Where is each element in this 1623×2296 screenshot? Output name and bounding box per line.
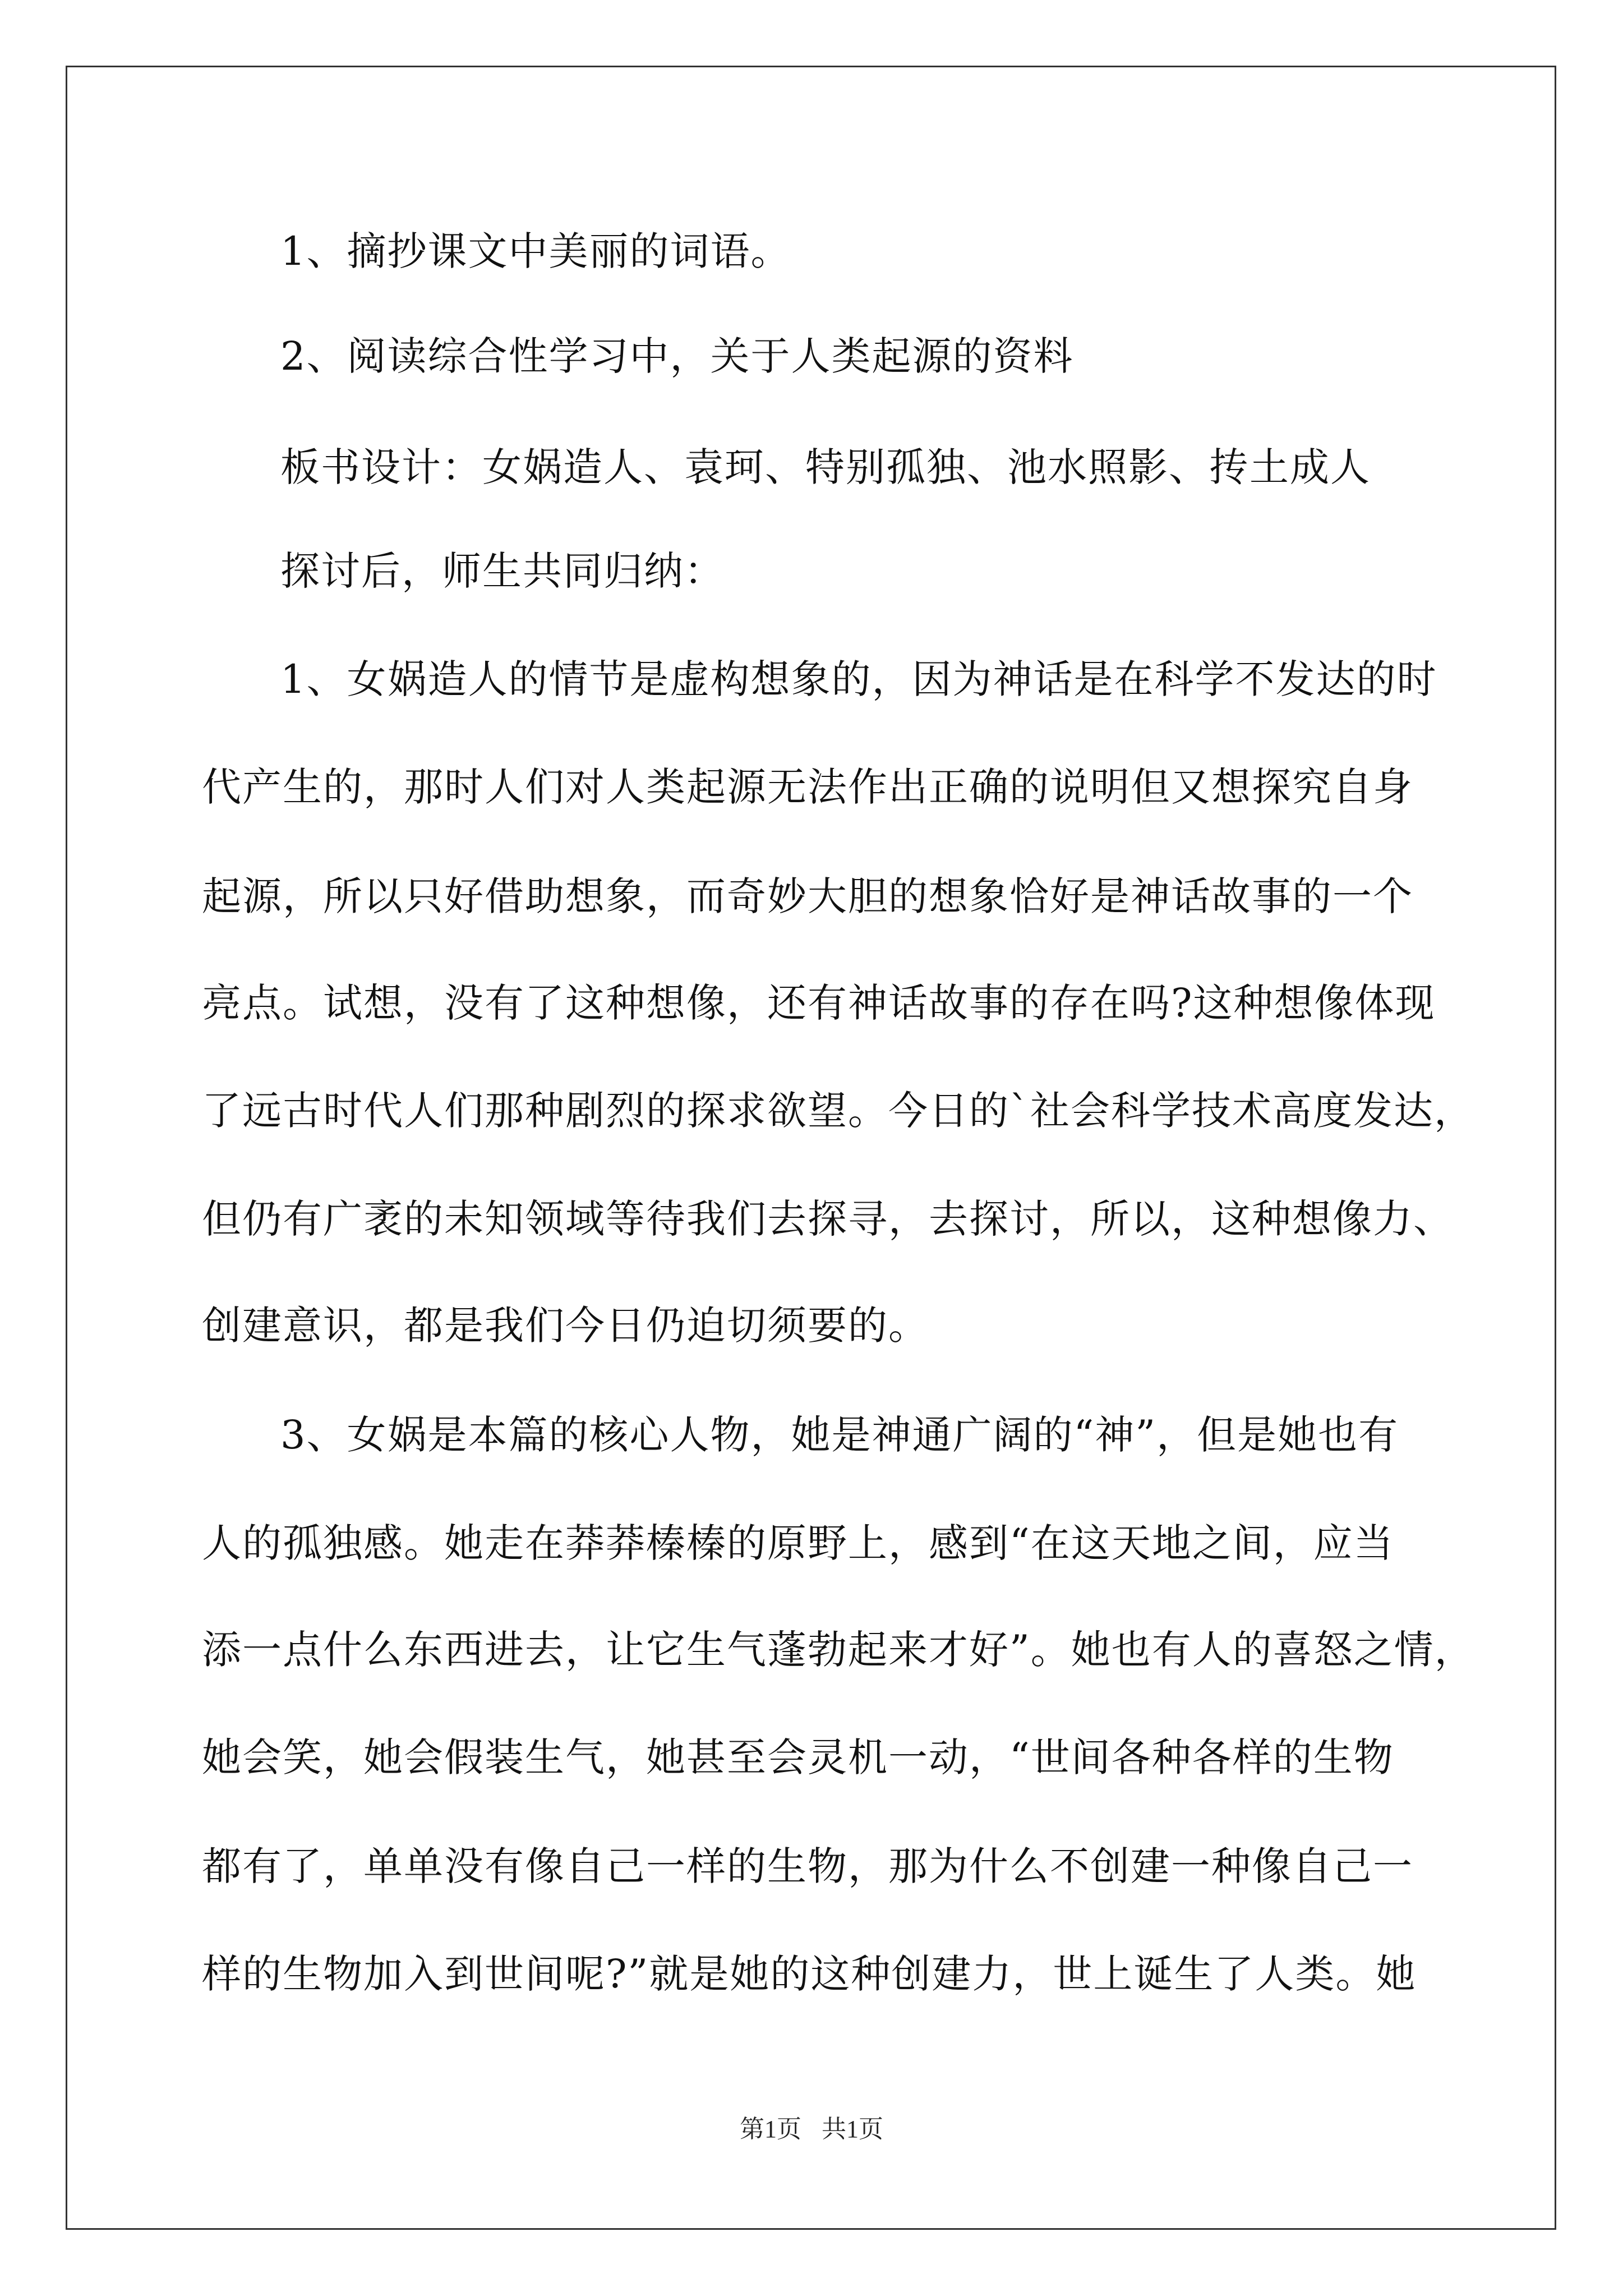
text-line: 板书设计：女娲造人、袁珂、特别孤独、池水照影、抟土成人	[280, 444, 1371, 490]
text-line: 了远古时代人们那种剧烈的探求欲望。今日的`社会科学技术高度发达，	[202, 1088, 1474, 1134]
text-line: 样的生物加入到世间呢?”就是她的这种创建力，世上诞生了人类。她	[202, 1951, 1417, 1997]
text-line: 1、摘抄课文中美丽的词语。	[280, 228, 791, 274]
text-line: 添一点什么东西进去，让它生气蓬勃起来才好”。她也有人的喜怒之情，	[202, 1627, 1475, 1673]
text-line: 代产生的，那时人们对人类起源无法作出正确的说明但又想探究自身	[202, 764, 1413, 810]
text-line: 创建意识，都是我们今日仍迫切须要的。	[202, 1303, 929, 1349]
page-footer	[0, 2114, 1623, 2145]
text-line: 她会笑，她会假装生气，她甚至会灵机一动，“世间各种各样的生物	[202, 1734, 1394, 1780]
text-line: 1、女娲造人的情节是虚构想象的，因为神话是在科学不发达的时	[280, 656, 1437, 702]
text-line: 起源，所以只好借助想象，而奇妙大胆的想象恰好是神话故事的一个	[202, 873, 1413, 919]
text-line: 都有了，单单没有像自己一样的生物，那为什么不创建一种像自己一	[202, 1843, 1413, 1889]
page-frame	[66, 66, 1556, 2230]
text-line: 探讨后，师生共同归纳：	[280, 548, 725, 594]
text-line: 2、阅读综合性学习中，关于人类起源的资料	[280, 333, 1074, 379]
page-total: 共1页	[822, 2115, 883, 2143]
text-line: 亮点。试想，没有了这种想像，还有神话故事的存在吗?这种想像体现	[202, 980, 1436, 1026]
text-line: 3、女娲是本篇的核心人物，她是神通广阔的“神”，但是她也有	[280, 1412, 1399, 1458]
page-number: 第1页	[740, 2115, 801, 2143]
text-line: 人的孤独感。她走在莽莽榛榛的原野上，感到“在这天地之间，应当	[202, 1520, 1394, 1566]
text-line: 但仍有广袤的未知领域等待我们去探寻，去探讨，所以，这种想像力、	[202, 1196, 1454, 1242]
